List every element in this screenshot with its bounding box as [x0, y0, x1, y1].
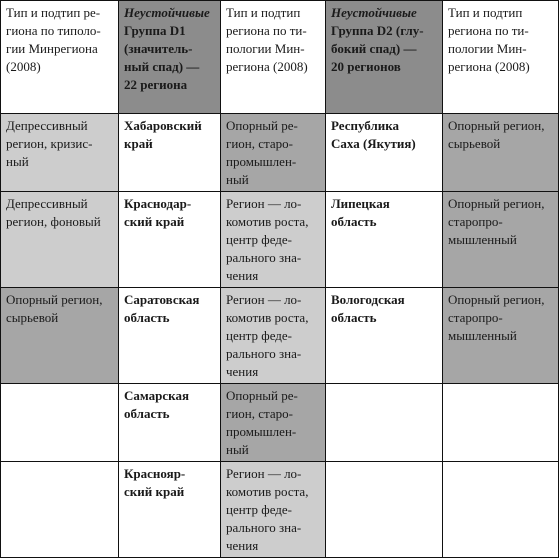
header-row — [1, 1, 559, 114]
cell-line: старопро- — [448, 214, 503, 229]
cell-line: Регион — ло- — [226, 196, 302, 211]
header-text-line: пологии Мин- — [448, 41, 527, 56]
table-row — [1, 114, 559, 192]
region-type-cell — [1, 462, 119, 558]
cell-line: Вологодская — [331, 292, 405, 307]
cell-line: промышлен- — [226, 154, 297, 169]
cell-line: центр феде- — [226, 232, 293, 247]
cell-line: мышленный — [448, 232, 517, 247]
group-d1-line: ный спад) — — [124, 59, 200, 74]
cell-line: ный — [226, 172, 249, 187]
cell-line: регион, фоновый — [6, 214, 101, 229]
region-name-d1-cell — [119, 384, 221, 462]
cell-line: ный — [226, 442, 249, 457]
cell-line: Саха (Якутия) — [331, 136, 416, 151]
group-d1-line: 22 региона — [124, 77, 188, 92]
header-text-line: (2008) — [6, 59, 41, 74]
cell-line: чения — [226, 268, 259, 283]
region-type-cell — [1, 192, 119, 288]
header-text-line: региона по ти- — [448, 23, 529, 38]
cell-line: область — [331, 214, 377, 229]
cell-line: комотив роста, — [226, 214, 309, 229]
cell-line: Опорный ре- — [226, 118, 298, 133]
region-type-d2-cell — [443, 288, 559, 384]
cell-line: Саратовская — [124, 292, 200, 307]
region-type-d2-cell — [443, 114, 559, 192]
cell-line: Краснояр- — [124, 466, 186, 481]
cell-line: чения — [226, 364, 259, 379]
region-type-cell — [1, 384, 119, 462]
cell-line: регион, кризис- — [6, 136, 93, 151]
cell-line: область — [124, 310, 170, 325]
region-name-d2-cell — [326, 384, 443, 462]
region-name-d2-cell — [326, 192, 443, 288]
header-region-type-3 — [443, 1, 559, 114]
header-group-d1 — [119, 1, 221, 114]
header-group-d2 — [326, 1, 443, 114]
region-type-cell — [1, 114, 119, 192]
group-d2-line: бокий спад) — — [331, 41, 417, 56]
cell-line: область — [124, 406, 170, 421]
header-region-type-1 — [1, 1, 119, 114]
group-d2-line: 20 регионов — [331, 59, 401, 74]
cell-line: Липецкая — [331, 196, 390, 211]
header-text-line: региона (2008) — [448, 59, 530, 74]
region-type-d2-cell — [443, 384, 559, 462]
cell-line: комотив роста, — [226, 484, 309, 499]
table-row — [1, 462, 559, 558]
header-region-type-2 — [221, 1, 326, 114]
cell-line: область — [331, 310, 377, 325]
cell-line: Самарская — [124, 388, 189, 403]
cell-line: Опорный регион, — [448, 292, 545, 307]
region-name-d1-cell — [119, 462, 221, 558]
group-d1-category: Неустойчивые — [124, 5, 210, 20]
cell-line: промышлен- — [226, 424, 297, 439]
region-name-d1-cell — [119, 114, 221, 192]
header-text-line: Тип и подтип — [448, 5, 523, 20]
header-text-line: Тип и подтип ре- — [6, 5, 101, 20]
region-type-d2-cell — [443, 462, 559, 558]
cell-line: Депрессивный — [6, 118, 88, 133]
region-type-cell — [1, 288, 119, 384]
cell-line: рального зна- — [226, 250, 302, 265]
region-name-d2-cell — [326, 114, 443, 192]
cell-line: сырьевой — [6, 310, 59, 325]
header-text-line: региона по ти- — [226, 23, 307, 38]
cell-line: ный — [6, 154, 29, 169]
cell-line: гион, старо- — [226, 136, 293, 151]
region-name-d1-cell — [119, 288, 221, 384]
region-name-d1-cell — [119, 192, 221, 288]
cell-line: край — [124, 136, 153, 151]
region-type-d2-cell — [443, 192, 559, 288]
header-text-line: Тип и подтип — [226, 5, 301, 20]
cell-line: гион, старо- — [226, 406, 293, 421]
group-d2-category: Неустойчивые — [331, 5, 417, 20]
table-row — [1, 192, 559, 288]
cell-line: рального зна- — [226, 520, 302, 535]
cell-line: Опорный регион, — [448, 196, 545, 211]
header-text-line: гиона по типоло- — [6, 23, 101, 38]
cell-line: чения — [226, 538, 259, 553]
cell-line: Опорный регион, — [6, 292, 103, 307]
region-type-d1-cell — [221, 192, 326, 288]
table-row — [1, 288, 559, 384]
cell-line: комотив роста, — [226, 310, 309, 325]
cell-line: ский край — [124, 484, 185, 499]
header-text-line: пологии Мин- — [226, 41, 305, 56]
cell-line: Опорный ре- — [226, 388, 298, 403]
cell-line: рального зна- — [226, 346, 302, 361]
table-row — [1, 384, 559, 462]
region-name-d2-cell — [326, 462, 443, 558]
cell-line: мышленный — [448, 328, 517, 343]
region-name-d2-cell — [326, 288, 443, 384]
group-d2-line: Группа D2 (глу- — [331, 23, 424, 38]
cell-line: Регион — ло- — [226, 466, 302, 481]
group-d1-line: (значитель- — [124, 41, 193, 56]
region-type-d1-cell — [221, 462, 326, 558]
cell-line: Краснодар- — [124, 196, 192, 211]
cell-line: Регион — ло- — [226, 292, 302, 307]
cell-line: Депрессивный — [6, 196, 88, 211]
cell-line: Хабаровский — [124, 118, 202, 133]
cell-line: Опорный регион, сырьевой — [448, 118, 545, 151]
cell-line: центр феде- — [226, 502, 293, 517]
cell-line: ский край — [124, 214, 185, 229]
region-type-d1-cell — [221, 288, 326, 384]
header-text-line: гии Минрегиона — [6, 41, 98, 56]
cell-line: центр феде- — [226, 328, 293, 343]
header-text-line: региона (2008) — [226, 59, 308, 74]
region-type-d1-cell — [221, 114, 326, 192]
cell-line: Республика — [331, 118, 400, 133]
group-d1-line: Группа D1 — [124, 23, 186, 38]
cell-line: старопро- — [448, 310, 503, 325]
region-type-d1-cell — [221, 384, 326, 462]
